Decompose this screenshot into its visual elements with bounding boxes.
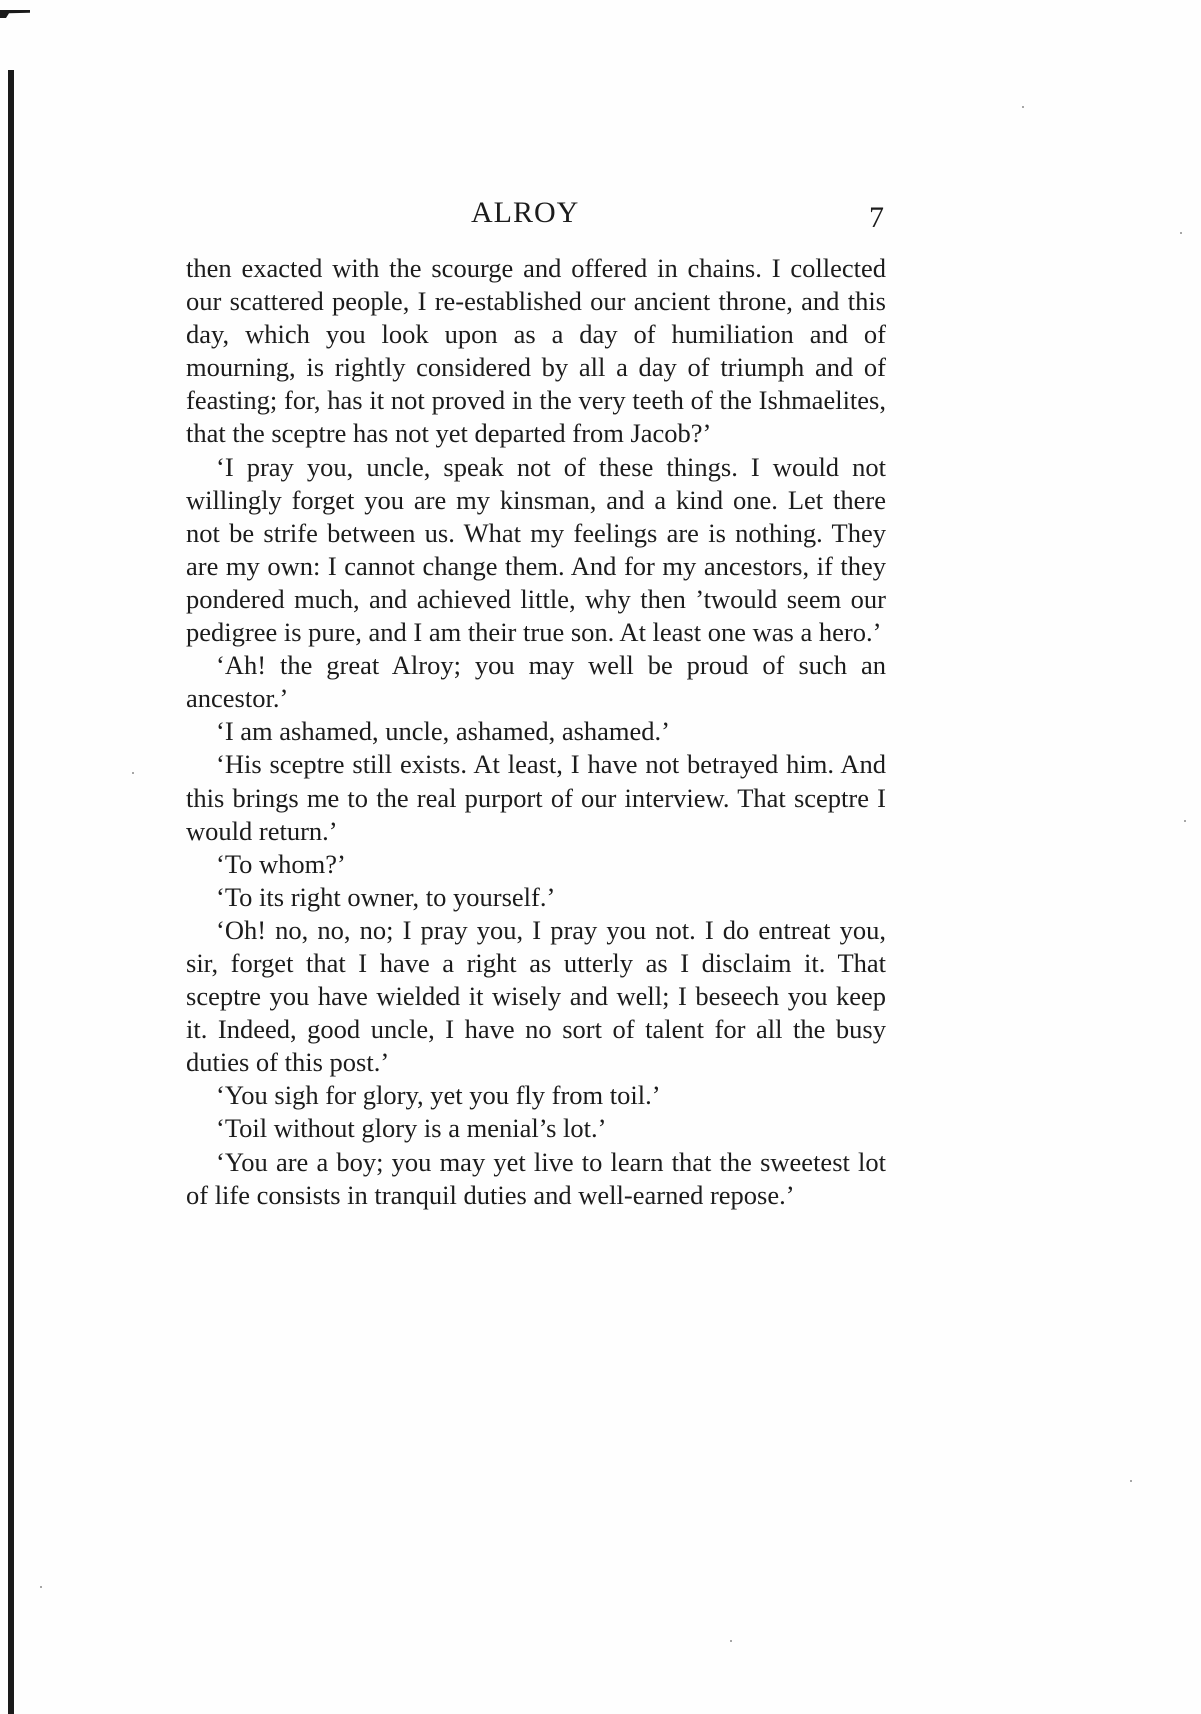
paragraph: ‘Ah! the great Alroy; you may well be proud of such an ancestor.’ xyxy=(186,650,886,714)
paper-speck xyxy=(1180,232,1182,234)
body-text xyxy=(186,252,886,1212)
paper-speck xyxy=(1184,820,1186,822)
paper-speck xyxy=(1130,1480,1132,1482)
binding-edge xyxy=(8,70,14,1714)
paragraph: ‘To its right owner, to yourself.’ xyxy=(216,881,556,912)
paragraph: ‘Oh! no, no, no; I pray you, I pray you not. I do entreat you, sir, forget that I have a right as utterly as I disclaim it. That sceptre you have wielded it wisely and well; I beseech you keep it. Indeed, good uncle, I have no sort of talent for all the busy duties of this post.’ xyxy=(186,914,886,1078)
paragraph: ‘I pray you, uncle, speak not of these things. I would not willingly forget you are my kinsman, and a kind one. Let there not be strife between us. What my feelings are is nothing. They are my own: I cannot change them. And for my ancestors, if they pondered much, and achieved little, why then ’twould seem our pedigree is pure, and I am their true son. At least one was a hero.’ xyxy=(186,451,886,648)
paragraph: ‘Toil without glory is a menial’s lot.’ xyxy=(216,1113,607,1144)
paper-speck xyxy=(730,1640,732,1642)
paragraph: ‘You sigh for glory, yet you fly from toil.’ xyxy=(216,1080,661,1111)
paragraph: ‘His sceptre still exists. At least, I have not betrayed him. And this brings me to the real purport of our interview. That sceptre I would return.’ xyxy=(186,749,886,846)
paper-speck xyxy=(132,772,134,774)
running-head-title: ALROY xyxy=(471,196,580,229)
paragraph: ‘To whom?’ xyxy=(216,848,346,879)
corner-mark xyxy=(0,10,30,18)
paper-speck xyxy=(1022,106,1024,108)
paper-speck xyxy=(40,1586,42,1588)
page-number: 7 xyxy=(869,201,884,234)
paragraph: ‘I am ashamed, uncle, ashamed, ashamed.’ xyxy=(216,716,670,747)
running-head xyxy=(186,196,886,236)
paragraph: ‘You are a boy; you may yet live to learn that the sweetest lot of life consists in tranquil duties and well-earned repose.’ xyxy=(186,1146,886,1210)
paragraph: then exacted with the scourge and offered in chains. I collected our scattered people, I re-established our ancient throne, and this day, which you look upon as a day of humiliation and of mourning, is rightly considered by all a day of triumph and of feasting; for, has it not proved in the very teeth of the Ishmaelites, that the sceptre has not yet departed from Jacob?’ xyxy=(186,253,886,449)
